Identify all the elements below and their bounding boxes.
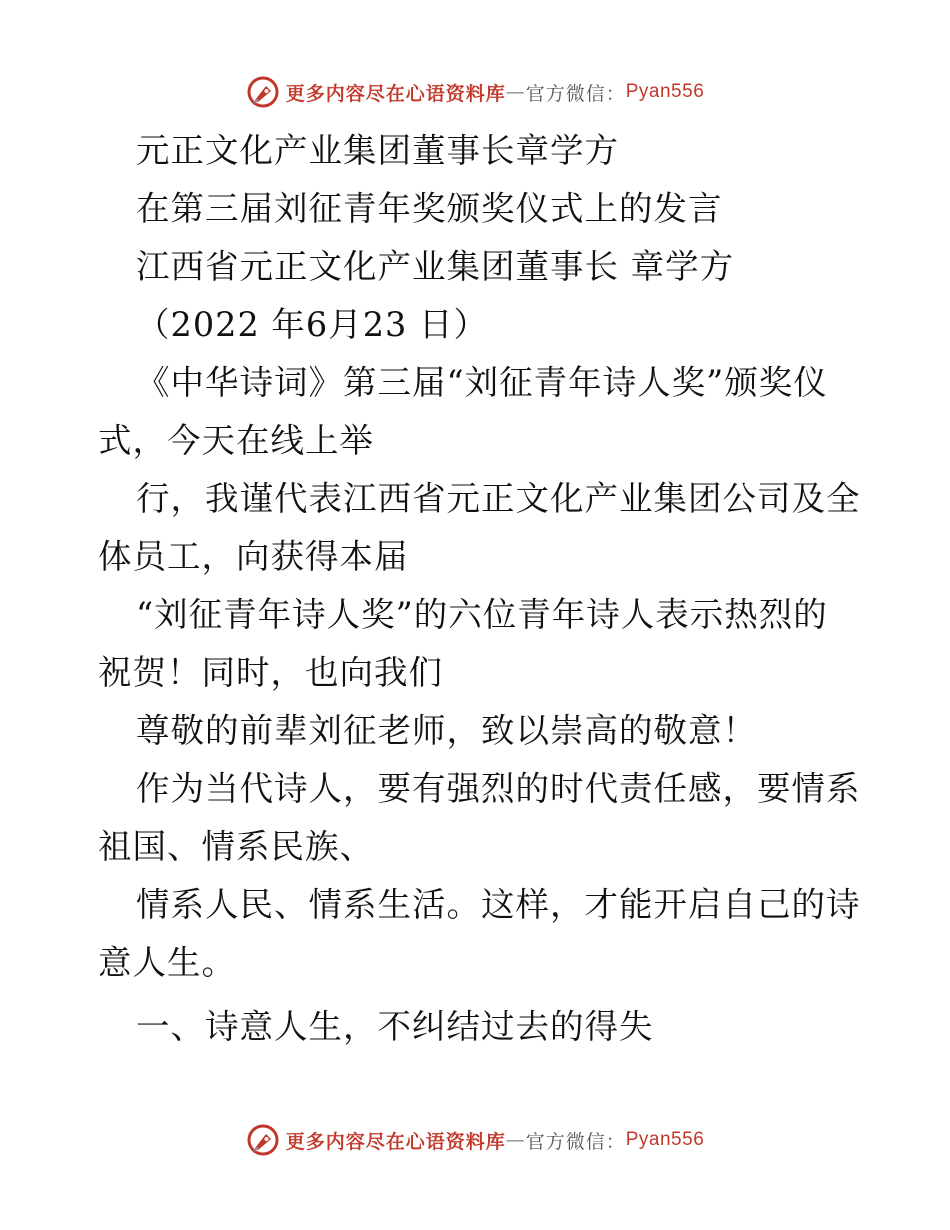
watermark-text: 更多内容尽在心语资料库 [285, 82, 506, 105]
watermark-text: 更多内容尽在心语资料库 [285, 1130, 506, 1153]
paragraph-line: 情系人民、情系生活。这样，才能开启自己的诗 [136, 885, 861, 924]
paragraph-line: 作为当代诗人，要有强烈的时代责任感，要情系 [136, 769, 861, 808]
watermark-id: Pyan556 [625, 81, 705, 102]
watermark-label: 官方微信： [525, 82, 626, 105]
doc-author: 江西省元正文化产业集团董事长 章学方 [136, 247, 735, 286]
watermark-id: Pyan556 [625, 1129, 705, 1150]
section-heading: 一、诗意人生，不纠结过去的得失 [136, 1007, 654, 1046]
header-watermark [0, 72, 950, 112]
watermark-separator: — [505, 1129, 526, 1151]
doc-subtitle: 在第三届刘征青年奖颁奖仪式上的发言 [136, 189, 723, 228]
document-body [98, 122, 861, 1056]
paragraph-line: 尊敬的前辈刘征老师，致以崇高的敬意！ [136, 711, 757, 750]
paragraph-line: 式，今天在线上举 [98, 421, 374, 460]
pen-nib-logo-icon [246, 75, 280, 109]
paragraph-line: 意人生。 [98, 943, 236, 982]
watermark-separator: — [505, 81, 526, 103]
doc-date: （2022 年6月23 日） [136, 305, 488, 344]
watermark-label: 官方微信： [525, 1130, 626, 1153]
paragraph-line: 祝贺！同时，也向我们 [98, 653, 443, 692]
pen-nib-logo-icon [246, 1123, 280, 1157]
paragraph-line: 《中华诗词》第三届“刘征青年诗人奖”颁奖仪 [136, 363, 828, 402]
footer-watermark [0, 1120, 950, 1160]
paragraph-line: 体员工，向获得本届 [98, 537, 409, 576]
paragraph-line: “刘征青年诗人奖”的六位青年诗人表示热烈的 [136, 595, 828, 634]
paragraph-line: 祖国、情系民族、 [98, 827, 374, 866]
paragraph-line: 行，我谨代表江西省元正文化产业集团公司及全 [136, 479, 861, 518]
doc-title: 元正文化产业集团董事长章学方 [136, 131, 619, 170]
